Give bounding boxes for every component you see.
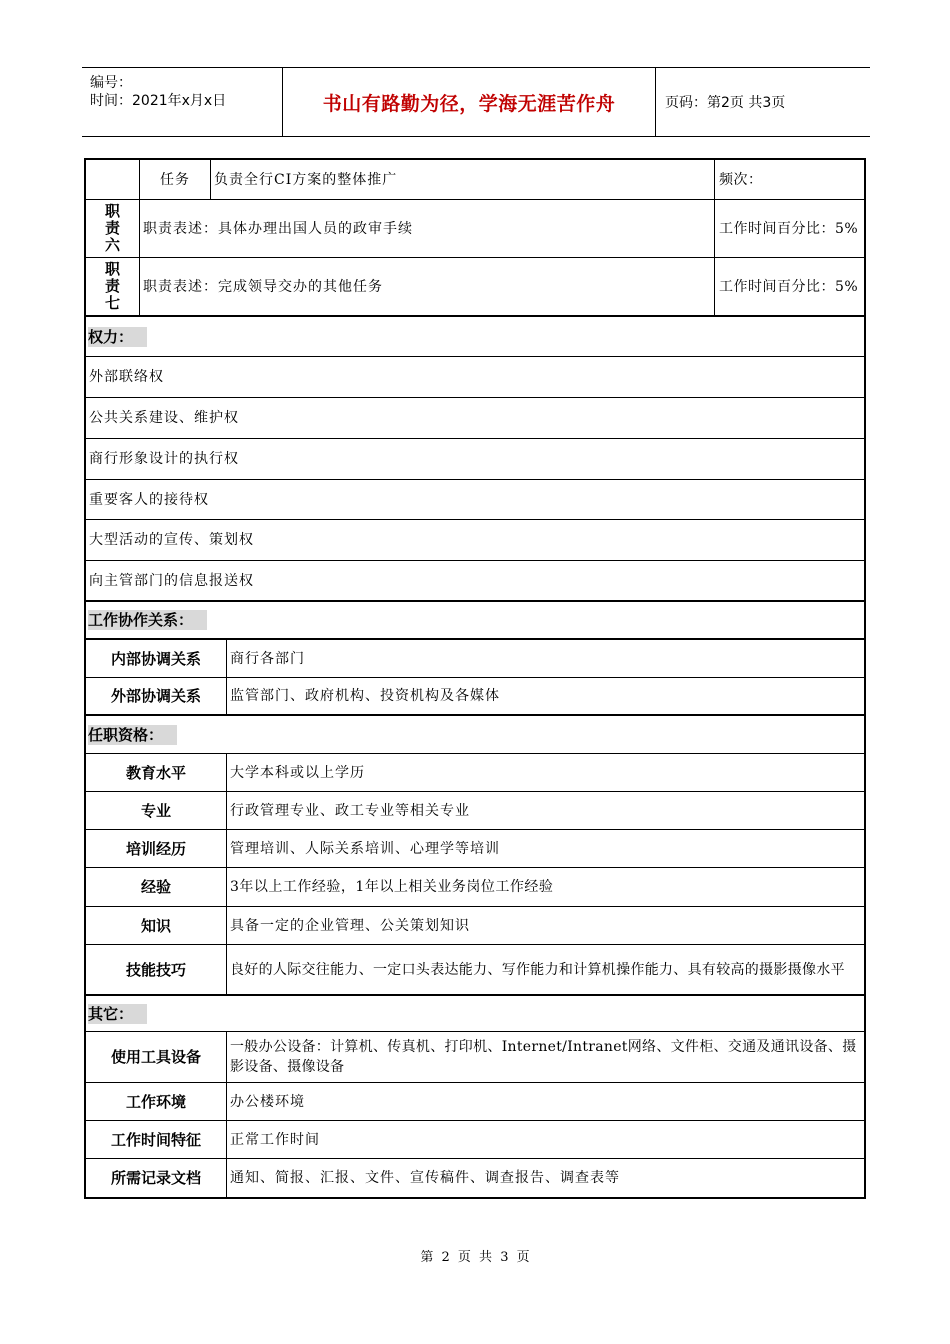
document-date: 时间：2021年x月x日: [90, 93, 227, 109]
duty-six-text: 职责表述：具体办理出国人员的政审手续: [139, 200, 714, 257]
page-footer: 第 2 页 共 3 页: [420, 1250, 530, 1265]
qualification-label: 经验: [140, 878, 171, 896]
qualification-label: 技能技巧: [125, 960, 186, 979]
other-section-header: [86, 996, 864, 1032]
qualifications-section-header: [86, 716, 864, 754]
motto: 书山有路勤为径，学海无涯苦作舟: [322, 92, 616, 115]
relation-label: 外部协调关系: [110, 687, 201, 705]
power-item: 公共关系建设、维护权: [86, 398, 864, 439]
relation-row: [86, 640, 864, 678]
duty-seven-label: 职 责 七: [104, 260, 120, 312]
qualification-label: 教育水平: [125, 763, 186, 782]
qualification-row: [86, 754, 864, 792]
header-motto-cell: [282, 68, 656, 136]
duty-seven-text: 职责表述：完成领导交办的其他任务: [139, 258, 714, 315]
other-row: [86, 1121, 864, 1159]
page-number-label: 页码：第2页 共3页: [665, 95, 786, 111]
header-page-cell: [655, 68, 870, 136]
duty-seven-row: [86, 258, 864, 317]
header-meta: [82, 68, 282, 136]
other-value: 办公楼环境: [226, 1083, 864, 1120]
qualification-value: 3年以上工作经验，1年以上相关业务岗位工作经验: [226, 868, 864, 906]
other-label: 工作时间特征: [110, 1130, 201, 1149]
page-header: [82, 67, 870, 137]
powers-section-header: [86, 317, 864, 357]
powers-title: 权力：: [88, 327, 147, 347]
power-item: 外部联络权: [86, 357, 864, 398]
power-item: 商行形象设计的执行权: [86, 439, 864, 480]
qualification-value: 管理培训、人际关系培训、心理学等培训: [226, 830, 864, 867]
task-label: 任务: [139, 160, 210, 199]
qualification-value: 行政管理专业、政工专业等相关专业: [226, 792, 864, 829]
task-text: 负责全行CI方案的整体推广: [210, 160, 714, 199]
relations-section-header: [86, 602, 864, 640]
other-label: 使用工具设备: [110, 1048, 201, 1066]
other-value: 一般办公设备：计算机、传真机、打印机、Internet/Intranet网络、文件柜、交通及通讯设备、摄影设备、摄像设备: [226, 1032, 864, 1082]
duty-six-row: [86, 200, 864, 258]
qualification-label: 培训经历: [125, 839, 186, 858]
qualification-row: [86, 945, 864, 996]
other-row: [86, 1032, 864, 1083]
other-label: 工作环境: [125, 1092, 186, 1111]
power-item: 大型活动的宣传、策划权: [86, 520, 864, 561]
qualification-row: [86, 868, 864, 907]
power-item: 重要客人的接待权: [86, 480, 864, 520]
relation-value: 商行各部门: [226, 640, 864, 677]
job-description-table: [84, 158, 866, 1199]
qualification-value: 大学本科或以上学历: [226, 754, 864, 791]
frequency-label: 频次：: [714, 160, 864, 199]
relation-value: 监管部门、政府机构、投资机构及各媒体: [226, 678, 864, 714]
other-value: 正常工作时间: [226, 1121, 864, 1158]
qualification-value: 良好的人际交往能力、一定口头表达能力、写作能力和计算机操作能力、具有较高的摄影摄像水平: [226, 945, 864, 994]
relations-title: 工作协作关系：: [88, 610, 207, 630]
other-label: 所需记录文档: [110, 1169, 201, 1187]
qualification-row: [86, 907, 864, 945]
qualification-row: [86, 792, 864, 830]
qualification-row: [86, 830, 864, 868]
qualification-label: 专业: [140, 801, 171, 820]
document-code-label: 编号：: [90, 75, 132, 91]
power-item: 向主管部门的信息报送权: [86, 561, 864, 602]
duty-seven-percentage: 工作时间百分比：5%: [714, 258, 864, 315]
duty-six-label: 职 责 六: [104, 202, 120, 254]
qualifications-title: 任职资格：: [88, 725, 177, 745]
qualification-value: 具备一定的企业管理、公关策划知识: [226, 907, 864, 944]
duty-six-percentage: 工作时间百分比：5%: [714, 200, 864, 257]
qualification-label: 知识: [140, 916, 171, 935]
relation-row: [86, 678, 864, 716]
other-value: 通知、简报、汇报、文件、宣传稿件、调查报告、调查表等: [226, 1159, 864, 1197]
other-row: [86, 1083, 864, 1121]
task-row: [86, 160, 864, 200]
other-title: 其它：: [88, 1004, 147, 1024]
other-row: [86, 1159, 864, 1197]
relation-label: 内部协调关系: [110, 649, 201, 668]
